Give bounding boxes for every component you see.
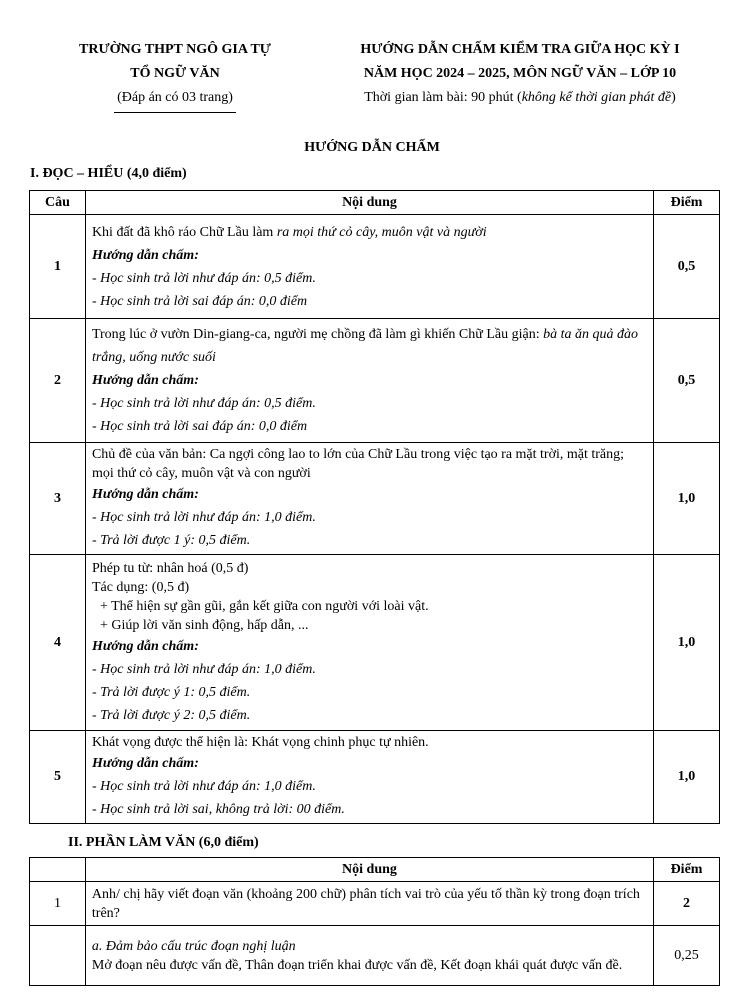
- table-row: [30, 555, 720, 731]
- answer-cell: [85, 215, 653, 319]
- question-number: 4: [30, 555, 86, 731]
- answer-cell: [85, 319, 653, 443]
- page-title: HƯỚNG DẪN CHẤM: [304, 140, 440, 155]
- effect-item: + Thể hiện sự gần gũi, gắn kết giữa con người với loài vật.: [99, 598, 429, 614]
- table-header-row: [30, 191, 720, 215]
- empty-cell: [30, 926, 86, 986]
- answer-text: Khát vọng được thể hiện là: Khát vọng chinh phục tự nhiên.: [91, 735, 429, 750]
- criterion: - Học sinh trả lời như đáp án: 1,0 điểm.: [91, 510, 316, 525]
- score-cell: 1,0: [654, 443, 720, 555]
- document-header: [300, 38, 740, 110]
- question-number: 1: [30, 215, 86, 319]
- section1-title: I. ĐỌC – HIỂU (4,0 điểm): [30, 166, 187, 181]
- doc-title-line2: NĂM HỌC 2024 – 2025, MÔN NGỮ VĂN – LỚP 10: [363, 66, 677, 81]
- table-header-row: [30, 858, 720, 882]
- table-row: [30, 926, 720, 986]
- score-cell: 1,0: [654, 731, 720, 824]
- guide-label: Hướng dẫn chấm:: [91, 638, 199, 654]
- table-row: [30, 731, 720, 824]
- criterion: - Học sinh trả lời sai đáp án: 0,0 điểm: [91, 293, 308, 309]
- col-score-header: Điểm: [654, 858, 720, 882]
- question-text: Anh/ chị hãy viết đoạn văn (khoảng 200 chữ) phân tích vai trò của yếu tố thần kỳ trong đoạn trích trên?: [85, 882, 653, 926]
- score-cell: 1,0: [654, 555, 720, 731]
- question-number: 5: [30, 731, 86, 824]
- question-number: 1: [30, 882, 86, 926]
- answer-text: [92, 323, 647, 369]
- answer-text: [92, 221, 647, 244]
- writing-table: [29, 857, 720, 986]
- guide-label: Hướng dẫn chấm:: [91, 247, 199, 263]
- criterion: - Học sinh trả lời như đáp án: 0,5 điểm.: [91, 270, 316, 286]
- answer-line: Tác dụng: (0,5 đ): [91, 579, 190, 595]
- guide-label: Hướng dẫn chấm:: [91, 373, 199, 388]
- header-divider: [114, 112, 236, 113]
- col-content-header: Nội dung: [85, 858, 653, 882]
- criteria-heading: a. Đảm bảo cấu trúc đoạn nghị luận: [91, 938, 296, 954]
- guide-label: Hướng dẫn chấm:: [91, 756, 199, 771]
- question-number: 2: [30, 319, 86, 443]
- exam-time: [300, 86, 740, 110]
- reading-table: [29, 190, 720, 824]
- guide-label: Hướng dẫn chấm:: [91, 487, 199, 502]
- criterion: - Trả lời được 1 ý: 0,5 điểm.: [91, 533, 251, 548]
- score-cell: 2: [654, 882, 720, 926]
- time-prefix: Thời gian làm bài: 90 phút (: [364, 90, 522, 105]
- question-number: 3: [30, 443, 86, 555]
- table-row: [30, 882, 720, 926]
- score-cell: 0,5: [654, 215, 720, 319]
- score-cell: 0,5: [654, 319, 720, 443]
- answer-italic: ra mọi thứ cỏ cây, muôn vật và người: [276, 224, 487, 240]
- table-row: [30, 215, 720, 319]
- criterion: - Học sinh trả lời sai đáp án: 0,0 điểm: [91, 419, 308, 434]
- criterion: - Học sinh trả lời sai, không trả lời: 00 điểm.: [91, 802, 345, 817]
- col-score-header: Điểm: [654, 191, 720, 215]
- answer-italic: bà ta ăn quả đào trắng, uống nước suối: [91, 327, 638, 365]
- effect-item: + Giúp lời văn sinh động, hấp dẫn, ...: [99, 617, 309, 633]
- answer-cell: [85, 443, 653, 555]
- time-note: không kể thời gian phát đề: [521, 90, 672, 105]
- score-cell: 0,25: [654, 926, 720, 986]
- school-header: [40, 38, 310, 113]
- pages-note: (Đáp án có 03 trang): [117, 90, 233, 105]
- answer-line: Phép tu từ: nhân hoá (0,5 đ): [91, 560, 249, 576]
- table-row: [30, 319, 720, 443]
- answer-plain: Khi đất đã khô ráo Chữ Lầu làm: [91, 224, 277, 240]
- doc-title-line1: HƯỚNG DẪN CHẤM KIỂM TRA GIỮA HỌC KỲ I: [360, 42, 680, 57]
- criterion: - Trả lời được ý 2: 0,5 điểm.: [91, 707, 251, 723]
- section2-title: II. PHẦN LÀM VĂN (6,0 điểm): [68, 835, 259, 850]
- answer-text: Chủ đề của văn bản: Ca ngợi công lao to lớn của Chữ Lầu trong việc tạo ra mặt trời, mặt trăng; mọi thứ cỏ cây, muôn vật và con người: [91, 447, 625, 481]
- criterion: - Trả lời được ý 1: 0,5 điểm.: [91, 684, 251, 700]
- answer-cell: [85, 731, 653, 824]
- school-name: TRƯỜNG THPT NGÔ GIA TỰ: [79, 42, 271, 57]
- criterion: - Học sinh trả lời như đáp án: 1,0 điểm.: [91, 779, 316, 794]
- answer-cell: [85, 555, 653, 731]
- col-question-header: Câu: [30, 191, 86, 215]
- criteria-cell: [85, 926, 653, 986]
- criterion: - Học sinh trả lời như đáp án: 0,5 điểm.: [91, 396, 316, 411]
- answer-plain: Trong lúc ở vườn Din-giang-ca, người mẹ chồng đã làm gì khiến Chữ Lầu giận:: [91, 327, 544, 342]
- criterion: - Học sinh trả lời như đáp án: 1,0 điểm.: [91, 661, 316, 677]
- col-empty-header: [30, 858, 86, 882]
- criteria-text: Mở đoạn nêu được vấn đề, Thân đoạn triển khai được vấn đề, Kết đoạn khái quát được vấn đề.: [91, 957, 623, 973]
- table-row: [30, 443, 720, 555]
- department-name: TỔ NGỮ VĂN: [130, 66, 220, 81]
- col-content-header: Nội dung: [85, 191, 653, 215]
- time-suffix: ): [671, 90, 676, 105]
